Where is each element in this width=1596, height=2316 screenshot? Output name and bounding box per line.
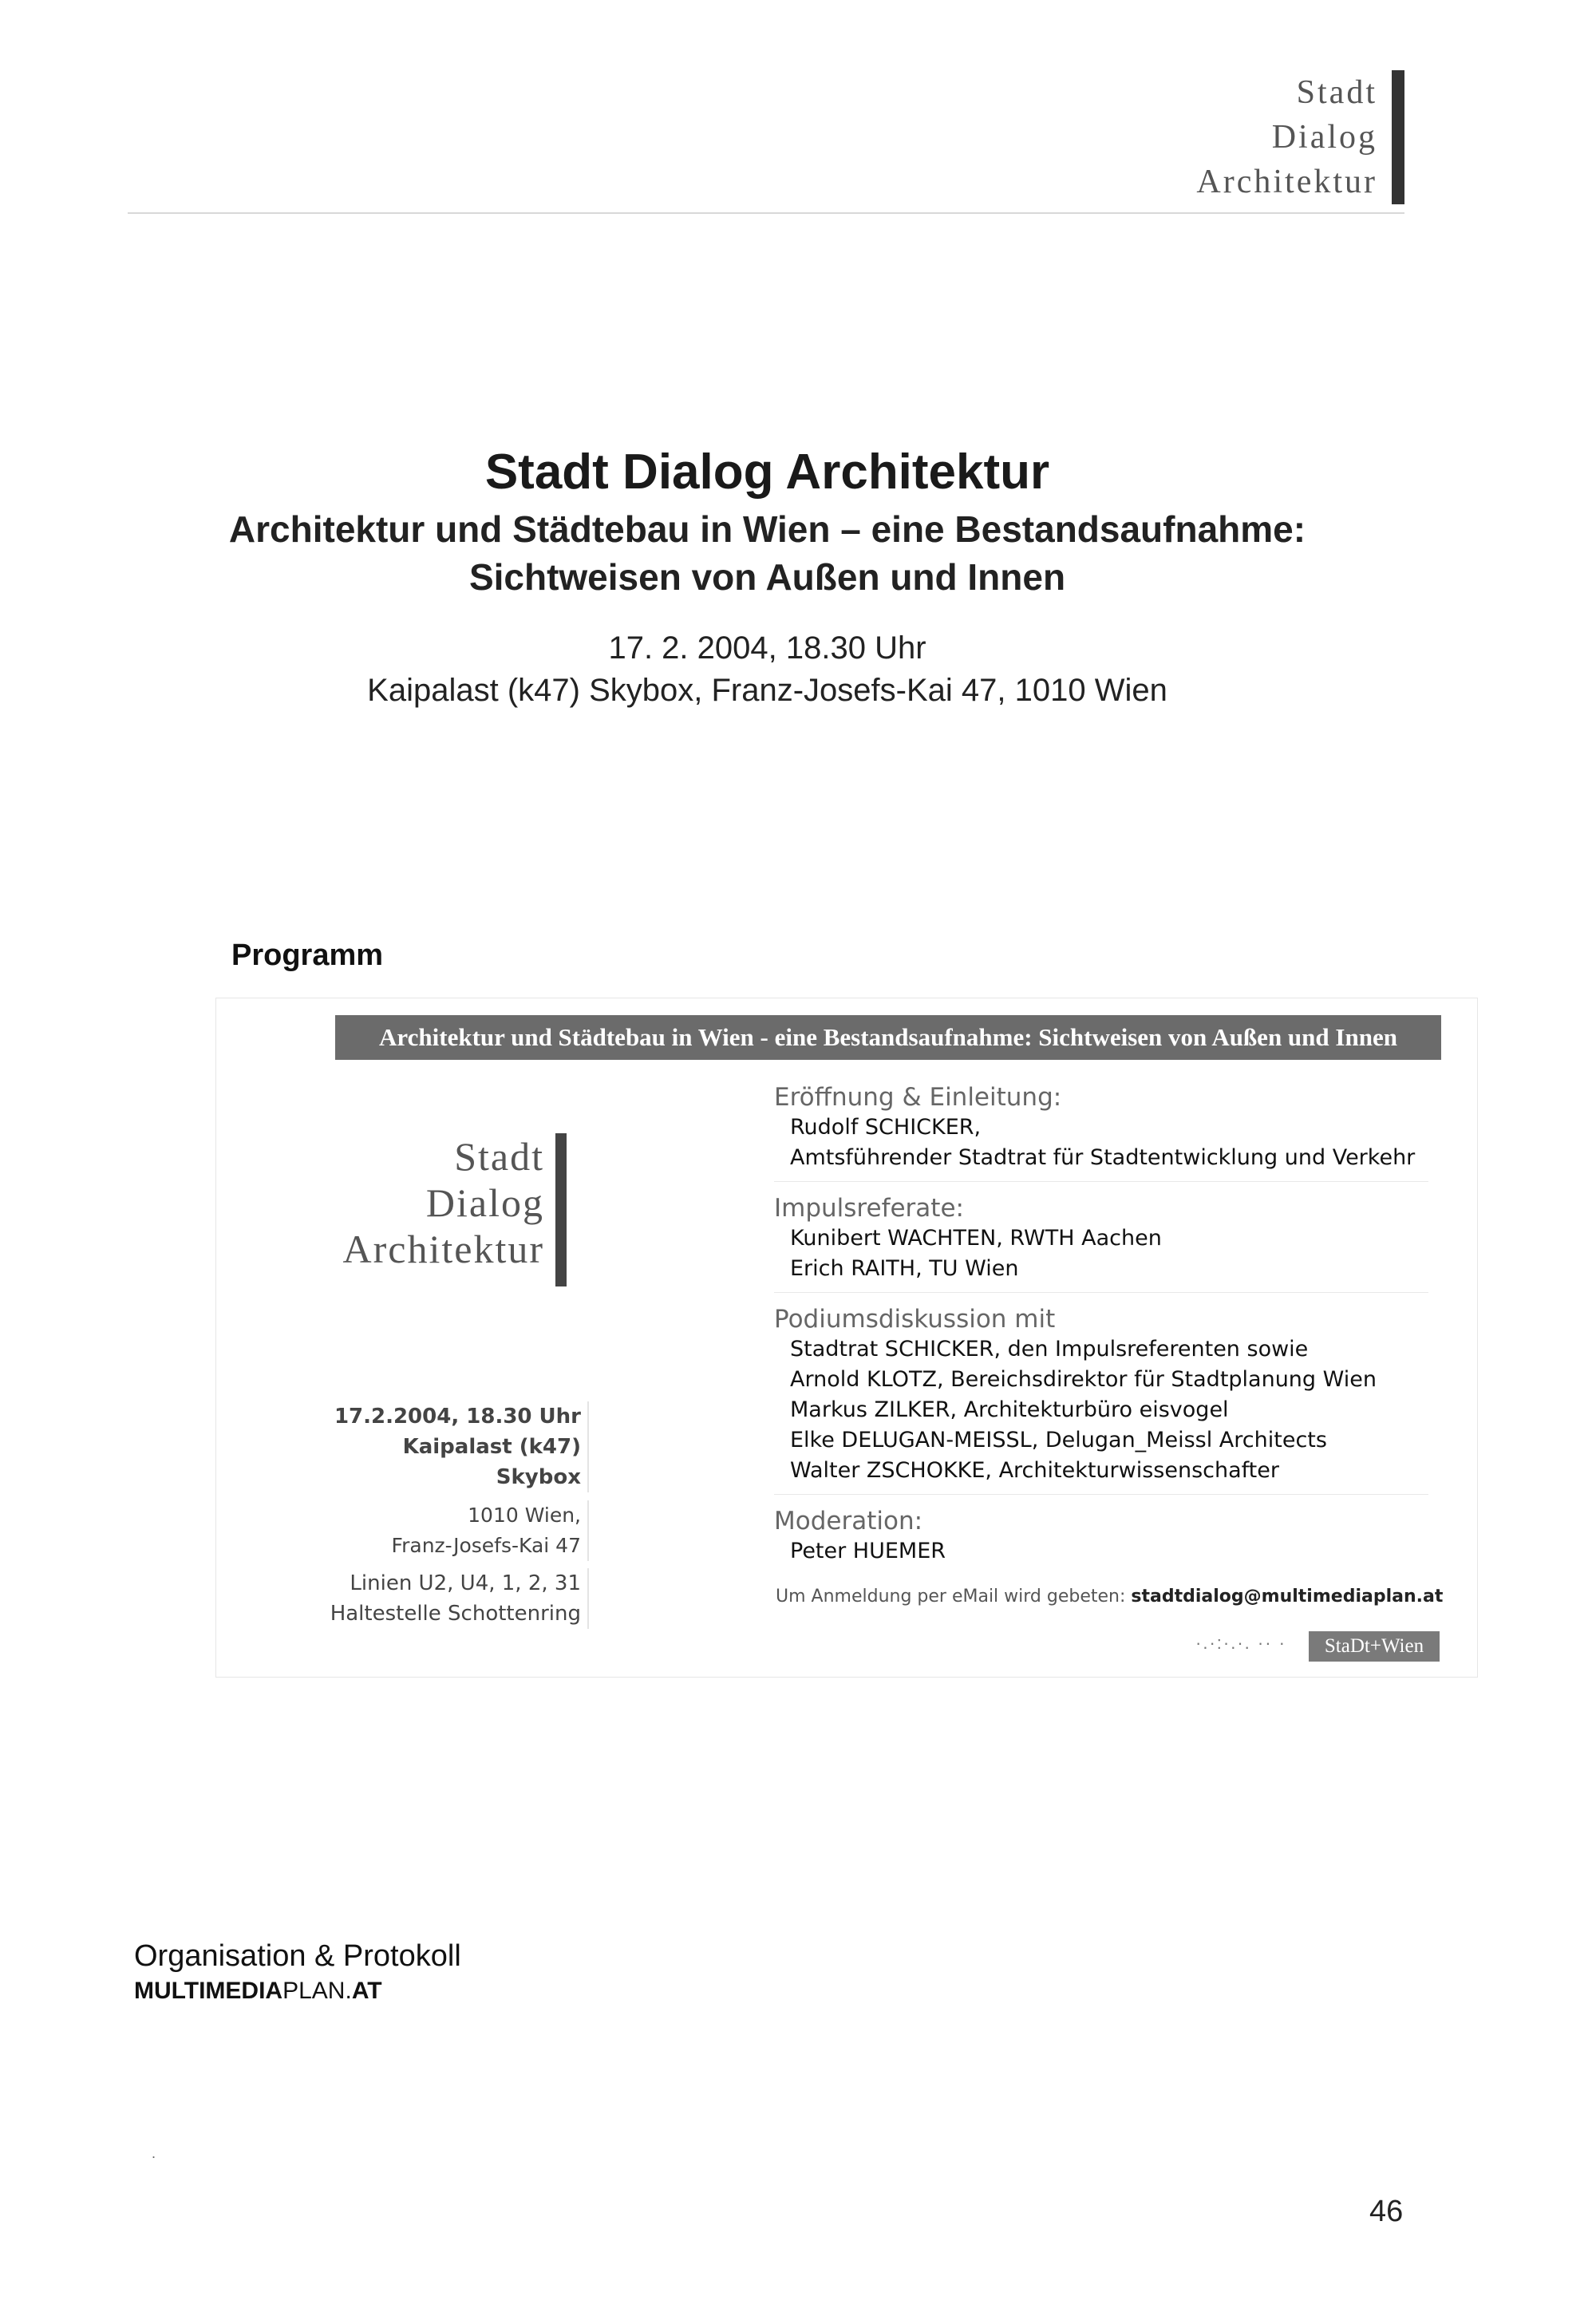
section-line: Markus ZILKER, Architekturbüro eisvogel [790,1397,1229,1422]
card-event-info [334,1401,589,1492]
section-line: Walter ZSCHOKKE, Architekturwissenschafter [790,1458,1279,1483]
card-transit-stop: Haltestelle Schottenring [330,1602,581,1626]
card-logo-line: Stadt [454,1134,544,1179]
organisation-name-suffix: AT [351,1978,382,2004]
section-heading: Podiumsdiskussion mit [774,1305,1056,1334]
program-section-moderation [774,1506,1452,1567]
event-date: 17. 2. 2004, 18.30 Uhr [608,630,926,666]
subtitle-line-2: Sichtweisen von Außen und Innen [468,556,1066,598]
section-line: Kunibert WACHTEN, RWTH Aachen [790,1226,1162,1251]
scan-mark: . [152,2145,156,2161]
card-logo-line: Dialog [425,1180,544,1225]
section-line: Peter HUEMER [790,1539,946,1563]
section-heading: Impulsreferate: [774,1194,964,1223]
section-line: Stadtrat SCHICKER, den Impulsreferenten sowie [790,1337,1309,1362]
program-section-talks [774,1193,1452,1293]
card-logo-bar [555,1133,567,1286]
sponsor-mark-icon: ·.·:·.·. ·· · [1195,1633,1286,1653]
page-number: 46 [1369,2195,1404,2228]
organisation-name-rest: PLAN. [282,1978,352,2004]
header-logo-bar [1392,70,1404,204]
organisation-label: Organisation & Protokoll [134,1939,461,1973]
organisation-name-bold: MULTIMEDIA [134,1978,283,2004]
program-heading: Programm [231,939,384,972]
program-list [774,1082,1452,1578]
card-city: 1010 Wien, [468,1504,581,1527]
section-divider [774,1494,1428,1495]
registration-email[interactable]: stadtdialog@multimediaplan.at [1131,1587,1444,1607]
section-line: Rudolf SCHICKER, [790,1115,982,1140]
program-section-opening [774,1082,1452,1182]
header-logo-line: Architektur [1196,164,1377,200]
card-banner: Architektur und Städtebau in Wien - eine Bestandsaufnahme: Sichtweisen von Außen und Innen [335,1015,1441,1060]
section-heading: Eröffnung & Einleitung: [774,1083,1062,1112]
registration-note [776,1587,1443,1607]
section-line: Amtsführender Stadtrat für Stadtentwicklung und Verkehr [790,1145,1416,1170]
section-heading: Moderation: [774,1507,923,1535]
card-venue: Kaipalast (k47) [402,1435,581,1459]
program-section-panel [774,1304,1452,1495]
section-line: Elke DELUGAN-MEISSL, Delugan_Meissl Architects [790,1428,1327,1452]
header-logo-line: Dialog [1271,119,1377,156]
card-transit [330,1568,589,1629]
header-logo-line: Stadt [1296,74,1377,111]
card-street: Franz-Josefs-Kai 47 [391,1534,581,1557]
section-line: Erich RAITH, TU Wien [790,1256,1019,1281]
section-divider [774,1181,1428,1182]
card-logo-line: Architektur [342,1227,544,1271]
card-date: 17.2.2004, 18.30 Uhr [334,1405,581,1429]
card-transit-lines: Linien U2, U4, 1, 2, 31 [350,1571,581,1595]
organisation-name [134,1978,382,2005]
header-logo [1196,70,1404,204]
page-title: Stadt Dialog Architektur [484,445,1050,500]
section-line: Arnold KLOTZ, Bereichsdirektor für Stadtplanung Wien [790,1367,1377,1392]
card-venue-room: Skybox [496,1465,581,1489]
stadt-wien-logo: StaDt+Wien [1309,1631,1440,1662]
registration-prefix: Um Anmeldung per eMail wird gebeten: [776,1587,1126,1607]
event-venue: Kaipalast (k47) Skybox, Franz-Josefs-Kai 47, 1010 Wien [367,673,1167,708]
subtitle-line-1: Architektur und Städtebau in Wien – eine Bestandsaufnahme: [228,508,1306,550]
section-divider [774,1292,1428,1293]
card-address [392,1500,589,1561]
card-logo [343,1133,567,1272]
header-divider [128,212,1404,214]
